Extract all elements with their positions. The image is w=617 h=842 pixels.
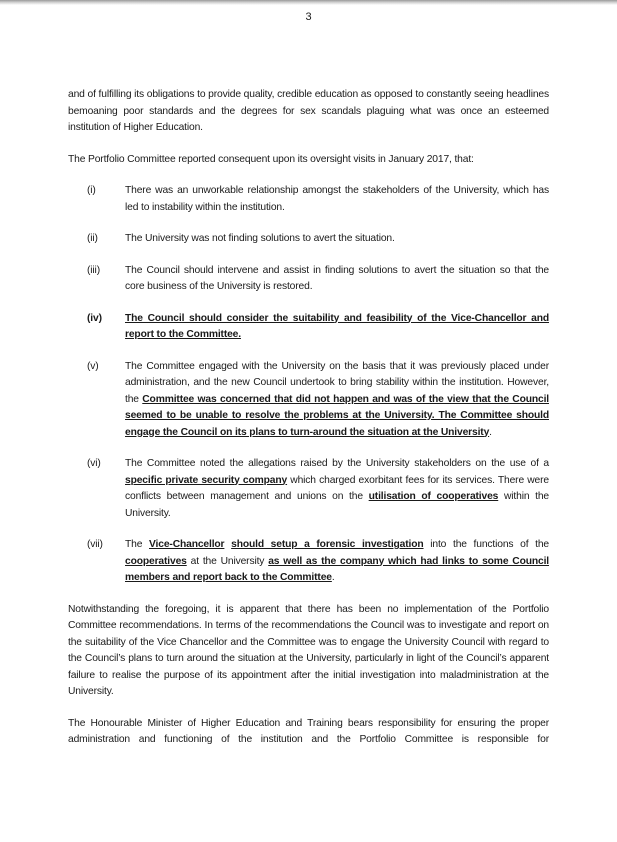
finding-text xyxy=(125,537,549,587)
emphasized-text: as well as the company which had links to some Council members and report back to the Committee xyxy=(125,555,550,583)
finding-text xyxy=(125,456,549,522)
plain-text: within the University. xyxy=(125,491,550,519)
emphasized-text: Vice-Chancellor xyxy=(149,539,225,550)
emphasized-text: should setup a forensic investigation xyxy=(231,539,424,550)
finding-text: The Council should intervene and assist in finding solutions to avert the situation so that the core business of the University is restored. xyxy=(125,264,549,292)
finding-number: (v) xyxy=(87,360,99,372)
finding-number: (vi) xyxy=(87,458,101,469)
plain-text: The Committee engaged with the University on the basis that it was previously placed under administration, and the new Council undertook to bring stability within the institution. However, the xyxy=(125,360,549,405)
document-body xyxy=(68,87,549,764)
finding-number: (iv) xyxy=(87,312,102,324)
minister-paragraph: The Honourable Minister of Higher Education and Training bears responsibility for ensuring the proper administration and functioning of the institution and the Portfolio Committee is responsible for xyxy=(68,717,549,745)
finding-text: There was an unworkable relationship amongst the stakeholders of the University, which has led to instability within the institution. xyxy=(125,185,549,213)
finding-number: (iii) xyxy=(87,264,100,276)
emphasized-text: utilisation of cooperatives xyxy=(368,491,499,502)
finding-item-v xyxy=(68,359,549,442)
plain-text: The xyxy=(125,539,150,550)
plain-text: at the University xyxy=(186,555,269,567)
finding-text xyxy=(125,359,549,442)
finding-item-vii xyxy=(68,537,549,587)
finding-number: (ii) xyxy=(87,233,98,244)
finding-number: (i) xyxy=(87,185,96,196)
emphasized-text: Committee was concerned that did not happen and was of the view that the Council seemed to be unable to resolve the problems at the University. The Committee should engage the Council on its plans to turn-around the situation at the University xyxy=(125,393,549,438)
finding-item-iv xyxy=(68,311,549,344)
finding-item-iii xyxy=(68,263,549,296)
lead-in-paragraph: The Portfolio Committee reported consequent upon its oversight visits in January 2017, that: xyxy=(68,153,474,165)
finding-text xyxy=(125,311,549,344)
notwithstanding-paragraph: Notwithstanding the foregoing, it is apparent that there has been no implementation of the Portfolio Committee recommendations. In terms of the recommendations the Council was to investigate and report on the suitability of the Vice Chancellor and the Committee was to engage the University Council with regard to the Council’s plans to turn around the situation at the University, particularly in light of the Council’s apparent failure to realise the purpose of its appointment after the initial investigation into maladministration at the University. xyxy=(68,603,549,697)
emphasized-text: The Council should consider the suitability and feasibility of the Vice-Chancellor and report to the Committee. xyxy=(125,312,549,340)
plain-text: which charged exorbitant fees for its services. There were conflicts between management and unions on the xyxy=(125,474,549,502)
page-number: 3 xyxy=(305,11,312,23)
plain-text: The Committee noted the allegations raised by the University stakeholders on the use of a xyxy=(125,458,549,469)
plain-text: . xyxy=(489,426,492,438)
findings-list xyxy=(68,183,549,587)
plain-text: . xyxy=(331,572,335,583)
finding-text: The University was not finding solutions to avert the situation. xyxy=(125,233,395,244)
emphasized-text: specific private security company xyxy=(125,474,288,486)
plain-text: into the functions of the xyxy=(423,539,550,550)
finding-number: (vii) xyxy=(87,539,103,550)
emphasized-text: cooperatives xyxy=(125,555,187,567)
intro-paragraph: and of fulfilling its obligations to provide quality, credible education as opposed to constantly seeing headlines bemoaning poor standards and the degrees for sex scandals plaguing what was once an esteemed institution of Higher Education. xyxy=(68,89,549,133)
finding-item-vi xyxy=(68,456,549,522)
viewer-top-edge xyxy=(0,0,617,5)
finding-item-i xyxy=(68,183,549,216)
finding-item-ii xyxy=(68,231,549,248)
